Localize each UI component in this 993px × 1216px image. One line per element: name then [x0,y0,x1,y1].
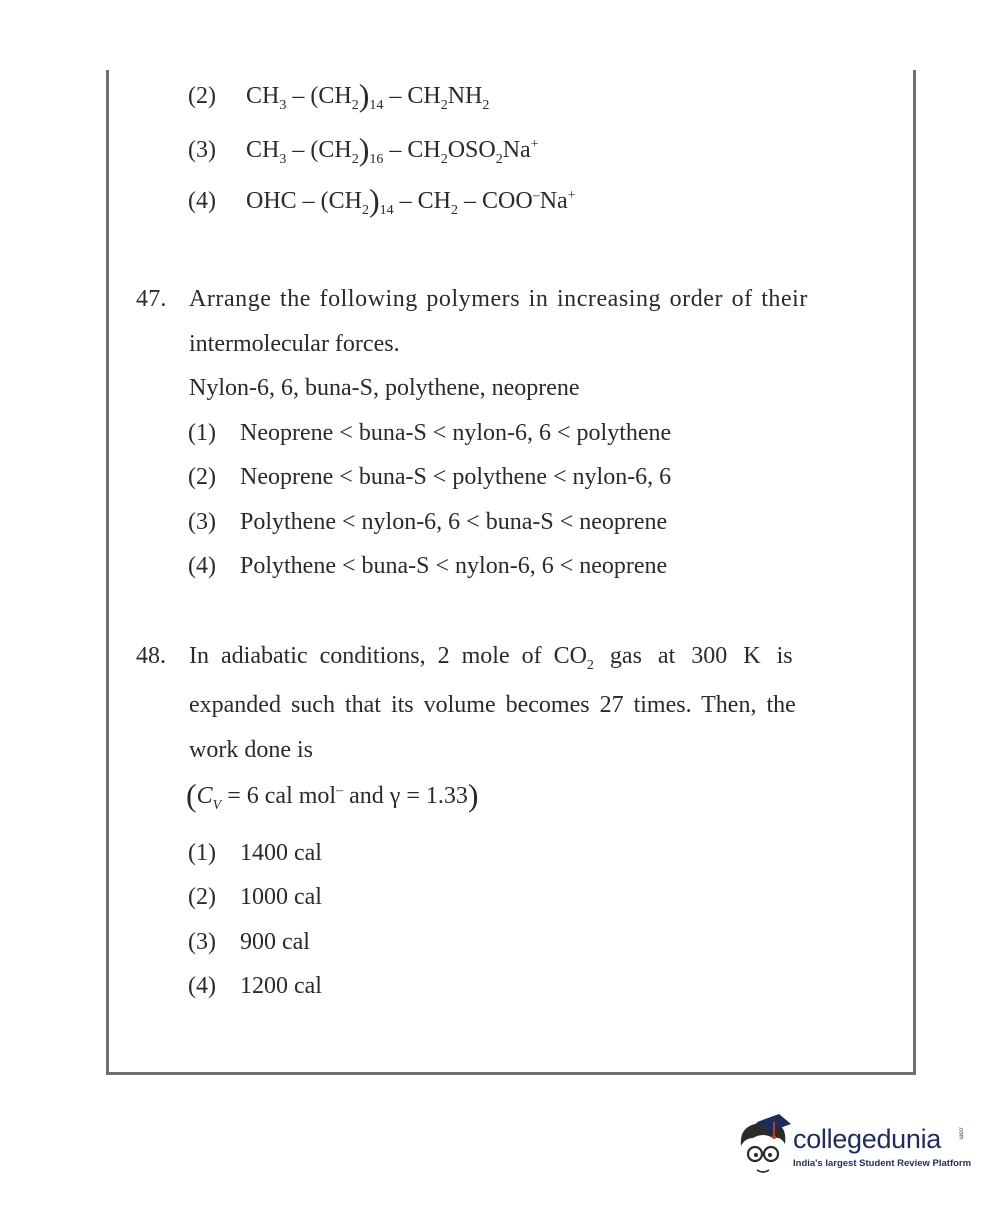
q48-option-3: (3) 900 cal [188,929,310,955]
q48-option-4: (4) 1200 cal [188,973,322,999]
q48-line1: 48. In adiabatic conditions, 2 mole of $CO_2$ gas at 300 K is [136,643,793,673]
q48-line3: work done is [189,737,313,763]
q47-line3: Nylon-6, 6, buna-S, polythene, neoprene [189,375,580,401]
collegedunia-logo: collegedunia .com India's largest Student Review Platform [735,1110,965,1185]
q47-option-1: (1) Neoprene < buna-S < nylon-6, 6 < polythene [188,420,672,446]
mascot-icon [735,1110,793,1185]
q47-line1: 47. Arrange the following polymers in increasing order of their [136,286,808,312]
prev-option-3: (3) $CH_3 - (CH_2)_{16} - CH_2OSO_2Na^+$ [188,131,539,167]
q48-option-2: (2) 1000 cal [188,884,322,910]
q48-number: 48. [136,643,166,669]
q47-option-4: (4) Polythene < buna-S < nylon-6, 6 < neoprene [188,553,668,579]
q47-option-3: (3) Polythene < nylon-6, 6 < buna-S < neoprene [188,509,668,535]
q48-line2: expanded such that its volume becomes 27 times. Then, the [189,692,796,718]
prev-option-4: (4) OHC – $(CH_2)_{14} - CH_2 - COO^-Na^+$ [188,182,576,218]
q47-option-2: (2) Neoprene < buna-S < polythene < nylon-6, 6 [188,464,672,490]
q47-number: 47. [136,286,167,312]
prev-option-2: (2) $CH_3 - (CH_2)_{14} - CH_2NH_2$ [188,77,490,113]
q48-option-1: (1) 1400 cal [188,840,322,866]
q48-given-data: ($C_V = 6$ cal mol– and γ = 1.33) [186,777,479,813]
q47-line2: intermolecular forces. [189,331,400,357]
